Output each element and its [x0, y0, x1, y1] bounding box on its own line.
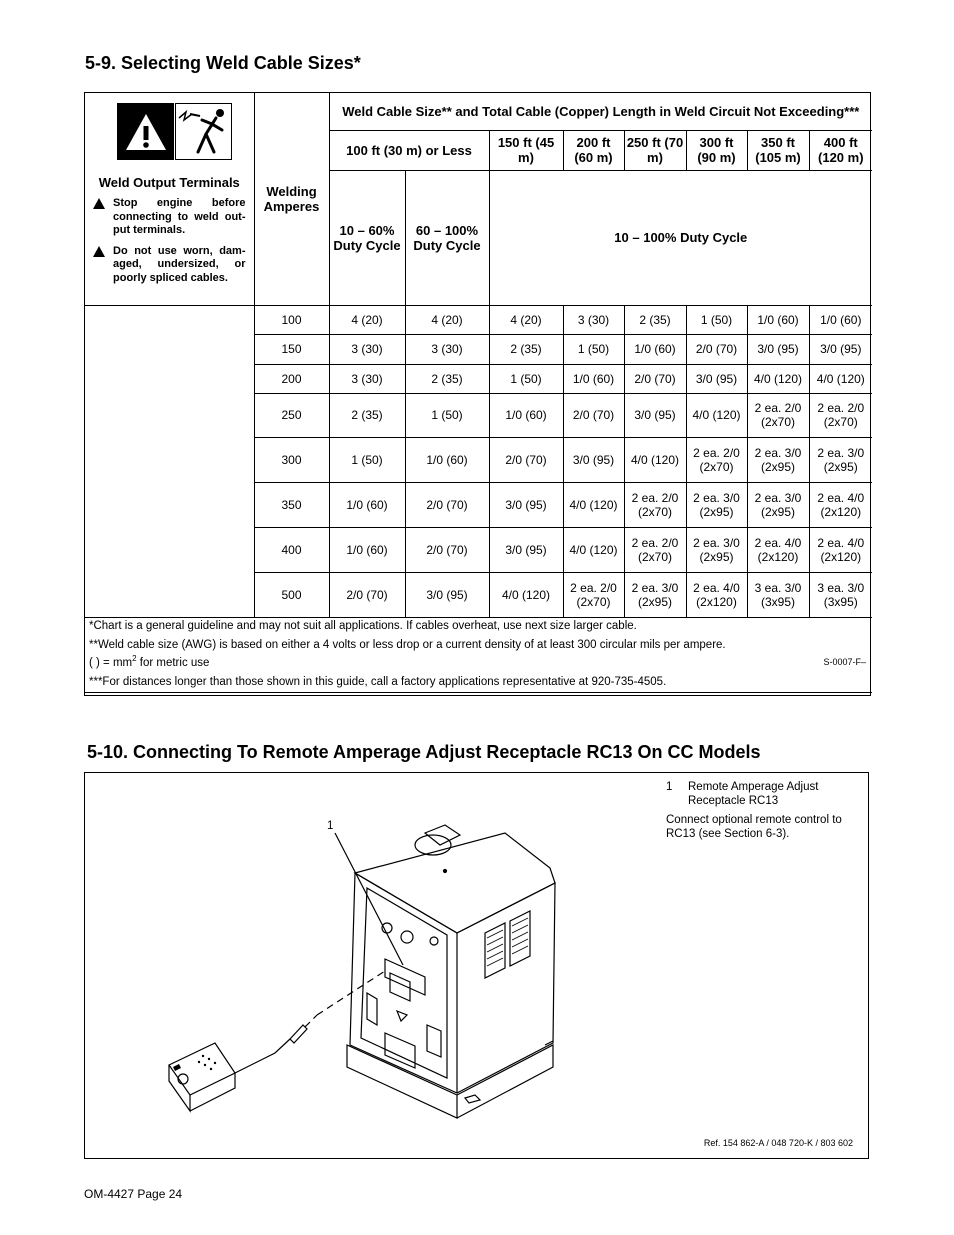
header-length: 200 ft (60 m) — [563, 130, 624, 170]
cable-size-cell: 1 (50) — [329, 437, 405, 482]
cable-size-cell: 2 ea. 2/0 (2x70) — [563, 572, 624, 617]
cable-size-cell: 1/0 (60) — [405, 437, 489, 482]
header-duty-60: 10 – 60% Duty Cycle — [329, 170, 405, 305]
header-length: 250 ft (70 m) — [624, 130, 686, 170]
amperes-cell: 400 — [254, 527, 329, 572]
cable-size-cell: 4/0 (120) — [563, 527, 624, 572]
callout-number: 1 — [666, 781, 673, 793]
cable-size-cell: 3 (30) — [329, 364, 405, 393]
cable-size-cell: 2 ea. 3/0 (2x95) — [747, 482, 809, 527]
cable-size-cell: 1/0 (60) — [747, 305, 809, 334]
cable-size-cell: 2 (35) — [624, 305, 686, 334]
cable-size-cell: 1/0 (60) — [489, 393, 563, 437]
cable-size-cell: 2 ea. 3/0 (2x95) — [624, 572, 686, 617]
cable-size-cell: 2 ea. 3/0 (2x95) — [686, 482, 747, 527]
note-1: *Chart is a general guideline and may not suit all applications. If cables overheat, use next size larger cable. — [89, 620, 637, 633]
cable-size-cell: 3 (30) — [405, 334, 489, 364]
cable-size-cell: 1/0 (60) — [329, 527, 405, 572]
cable-size-cell: 2 ea. 4/0 (2x120) — [747, 527, 809, 572]
table-notes — [85, 617, 872, 692]
page-footer: OM-4427 Page 24 — [84, 1187, 183, 1201]
amperes-cell: 200 — [254, 364, 329, 393]
header-length-100: 100 ft (30 m) or Less — [329, 130, 489, 170]
header-duty-100: 60 – 100% Duty Cycle — [405, 170, 489, 305]
weld-cable-table — [85, 93, 872, 693]
amperes-cell: 350 — [254, 482, 329, 527]
cable-size-cell: 2/0 (70) — [563, 393, 624, 437]
blank-cell — [85, 305, 254, 617]
cable-size-cell: 2 ea. 2/0 (2x70) — [809, 393, 872, 437]
header-duty-all: 10 – 100% Duty Cycle — [489, 170, 872, 305]
cable-size-cell: 4/0 (120) — [686, 393, 747, 437]
callout-label: Remote Amperage Adjust Receptacle RC13 — [688, 781, 819, 807]
cable-size-cell: 2 ea. 4/0 (2x120) — [809, 482, 872, 527]
cable-size-cell: 2 ea. 4/0 (2x120) — [809, 527, 872, 572]
amperes-cell: 500 — [254, 572, 329, 617]
cable-size-cell: 3/0 (95) — [624, 393, 686, 437]
cable-size-cell: 2/0 (70) — [405, 527, 489, 572]
cable-size-cell: 4 (20) — [329, 305, 405, 334]
cable-size-cell: 2 ea. 2/0 (2x70) — [624, 482, 686, 527]
cable-size-cell: 4 (20) — [489, 305, 563, 334]
cable-size-cell: 4/0 (120) — [809, 364, 872, 393]
cable-size-cell: 3/0 (95) — [405, 572, 489, 617]
amperes-cell: 100 — [254, 305, 329, 334]
cable-size-cell: 2 ea. 3/0 (2x95) — [747, 437, 809, 482]
cable-size-cell: 2 ea. 2/0 (2x70) — [686, 437, 747, 482]
cable-size-cell: 2/0 (70) — [489, 437, 563, 482]
cable-size-cell: 4 (20) — [405, 305, 489, 334]
note-2: **Weld cable size (AWG) is based on either a 4 volts or less drop or a current density of at least 300 circular mils per ampere. — [89, 639, 726, 652]
cable-size-cell: 4/0 (120) — [624, 437, 686, 482]
header-length: 400 ft (120 m) — [809, 130, 872, 170]
cable-size-cell: 1/0 (60) — [563, 364, 624, 393]
cable-size-cell: 2 ea. 3/0 (2x95) — [686, 527, 747, 572]
figure-box — [84, 772, 869, 1159]
electric-shock-icon — [175, 103, 232, 160]
cable-size-cell: 2 (35) — [405, 364, 489, 393]
header-welding-amperes: Welding Amperes — [254, 93, 329, 305]
table-row — [85, 305, 872, 334]
cable-size-cell: 2 (35) — [489, 334, 563, 364]
amperes-cell: 250 — [254, 393, 329, 437]
callout-text: Connect optional remote control to RC13 (see Section 6-3). — [666, 814, 842, 840]
cable-size-cell: 3/0 (95) — [563, 437, 624, 482]
cable-size-cell: 4/0 (120) — [563, 482, 624, 527]
cable-size-cell: 3 (30) — [329, 334, 405, 364]
section-title: 5-9. Selecting Weld Cable Sizes* — [85, 53, 361, 73]
cable-size-cell: 2/0 (70) — [329, 572, 405, 617]
header-length: 300 ft (90 m) — [686, 130, 747, 170]
cable-size-cell: 3 ea. 3/0 (3x95) — [747, 572, 809, 617]
warning-panel — [85, 93, 254, 305]
cable-size-cell: 2 (35) — [329, 393, 405, 437]
cable-size-cell: 4/0 (120) — [489, 572, 563, 617]
cable-size-cell: 3/0 (95) — [747, 334, 809, 364]
weld-cable-table-box — [84, 92, 871, 696]
cable-size-cell: 2/0 (70) — [686, 334, 747, 364]
header-length: 150 ft (45 m) — [489, 130, 563, 170]
figure-reference: Ref. 154 862-A / 048 720-K / 803 602 — [703, 1138, 853, 1148]
cable-size-cell: 1/0 (60) — [329, 482, 405, 527]
cable-size-cell: 2/0 (70) — [405, 482, 489, 527]
cable-size-cell: 1 (50) — [489, 364, 563, 393]
note-2b: ( ) = $mm^2$ for metric use — [89, 654, 210, 669]
cable-size-cell: 1/0 (60) — [624, 334, 686, 364]
header-main: Weld Cable Size** and Total Cable (Copper) Length in Weld Circuit Not Exceeding*** — [329, 93, 872, 130]
warning-item: Stop engine before connecting to weld out-put terminals. — [93, 197, 246, 238]
cable-size-cell: 3 (30) — [563, 305, 624, 334]
warning-heading: Weld Output Terminals — [98, 175, 240, 190]
cable-size-cell: 4/0 (120) — [747, 364, 809, 393]
cable-size-cell: 2/0 (70) — [624, 364, 686, 393]
header-length: 350 ft (105 m) — [747, 130, 809, 170]
amperes-cell: 150 — [254, 334, 329, 364]
cable-size-cell: 3/0 (95) — [489, 527, 563, 572]
amperes-cell: 300 — [254, 437, 329, 482]
chart-reference: S-0007-F– — [823, 656, 867, 667]
cable-size-cell: 1 (50) — [686, 305, 747, 334]
cable-size-cell: 2 ea. 4/0 (2x120) — [686, 572, 747, 617]
cable-size-cell: 3 ea. 3/0 (3x95) — [809, 572, 872, 617]
cable-size-cell: 1 (50) — [405, 393, 489, 437]
cable-size-cell: 1/0 (60) — [809, 305, 872, 334]
cable-size-cell: 2 ea. 2/0 (2x70) — [624, 527, 686, 572]
figure-marker: 1 — [327, 820, 334, 832]
cable-size-cell: 1 (50) — [563, 334, 624, 364]
section-title: 5-10. Connecting To Remote Amperage Adjust Receptacle RC13 On CC Models — [87, 742, 761, 762]
cable-size-cell: 3/0 (95) — [686, 364, 747, 393]
cable-size-cell: 3/0 (95) — [809, 334, 872, 364]
cable-size-cell: 2 ea. 3/0 (2x95) — [809, 437, 872, 482]
cable-size-cell: 3/0 (95) — [489, 482, 563, 527]
bullet-triangle-icon — [93, 198, 105, 209]
bullet-triangle-icon — [93, 246, 105, 257]
welder-illustration — [85, 773, 870, 1160]
note-3: ***For distances longer than those shown in this guide, call a factory applications representative at 920-735-4505. — [89, 675, 667, 688]
warning-triangle-icon — [117, 103, 174, 160]
cable-size-cell: 2 ea. 2/0 (2x70) — [747, 393, 809, 437]
warning-item: Do not use worn, dam-aged, undersized, or poorly spliced cables. — [93, 245, 246, 286]
